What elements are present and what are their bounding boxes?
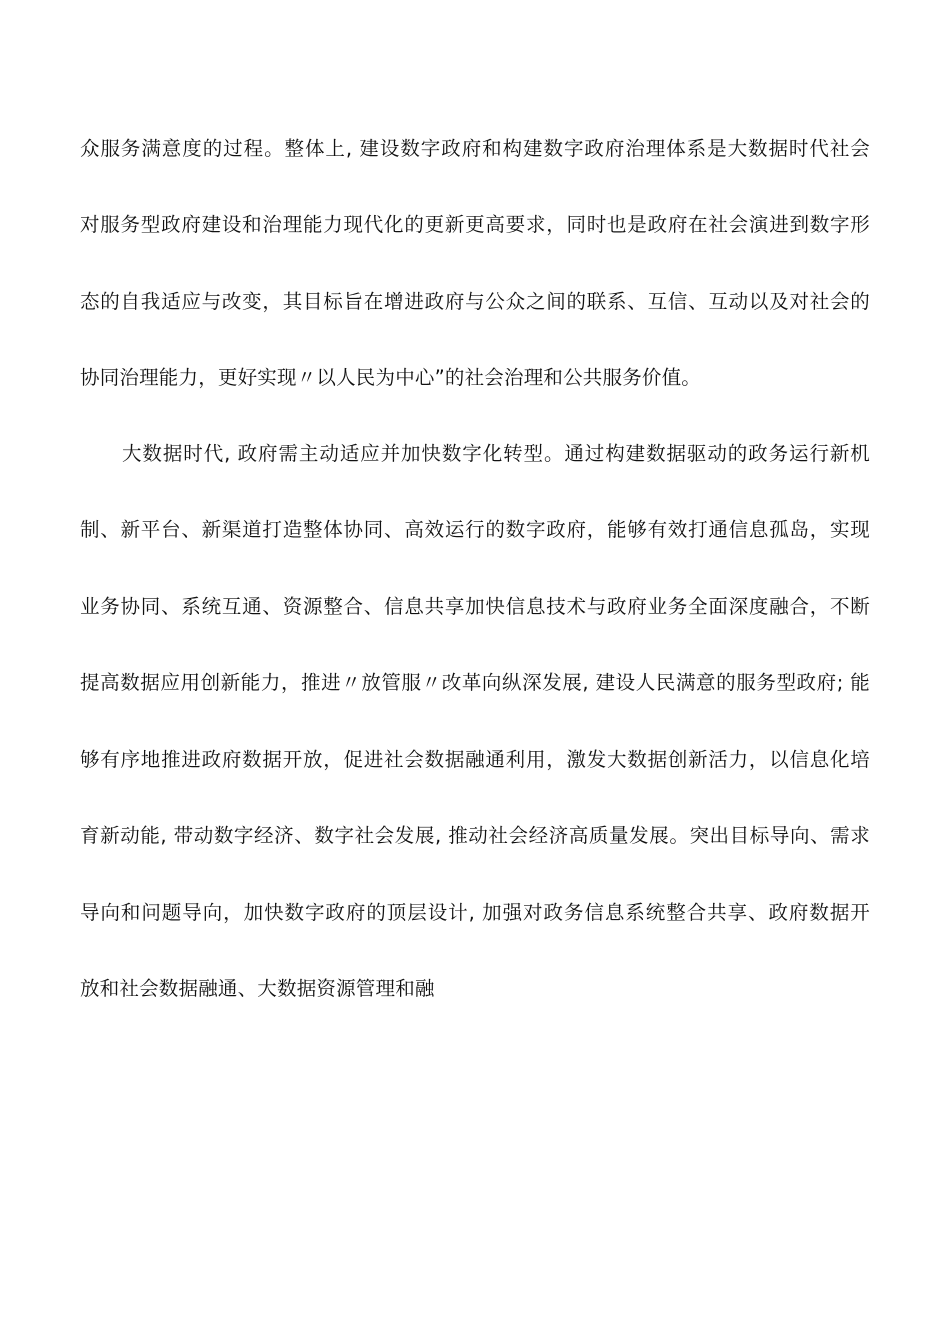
text-line: 导向和问题导向，加快数字政府的顶层设计, 加强对政务信息系统整合共享、政府数据开 [80,901,870,924]
text-line: 制、新平台、新渠道打造整体协同、高效运行的数字政府，能够有效打通信息孤岛，实现 [80,518,870,541]
text-line: 众服务满意度的过程。整体上, 建设数字政府和构建数字政府治理体系是大数据时代社会 [80,137,870,160]
text-line: 协同治理能力，更好实现〃以人民为中心”的社会治理和公共服务价值。 [80,366,702,389]
text-line: 提高数据应用创新能力，推进〃放管服〃改革向纵深发展, 建设人民满意的服务型政府; 能 [80,671,870,694]
text-line: 大数据时代, 政府需主动适应并加快数字化转型。通过构建数据驱动的政务运行新机 [122,442,870,465]
text-line: 业务协同、系统互通、资源整合、信息共享加快信息技术与政府业务全面深度融合，不断 [80,595,870,618]
text-line: 对服务型政府建设和治理能力现代化的更新更高要求，同时也是政府在社会演进到数字形 [80,213,870,236]
text-line: 育新动能, 带动数字经济、数字社会发展, 推动社会经济高质量发展。突出目标导向、需求 [80,824,870,847]
text-line: 态的自我适应与改变，其目标旨在增进政府与公众之间的联系、互信、互动以及对社会的 [80,290,870,313]
text-line: 放和社会数据融通、大数据资源管理和融 [80,977,435,1000]
text-line: 够有序地推进政府数据开放，促进社会数据融通利用，激发大数据创新活力，以信息化培 [80,748,870,771]
